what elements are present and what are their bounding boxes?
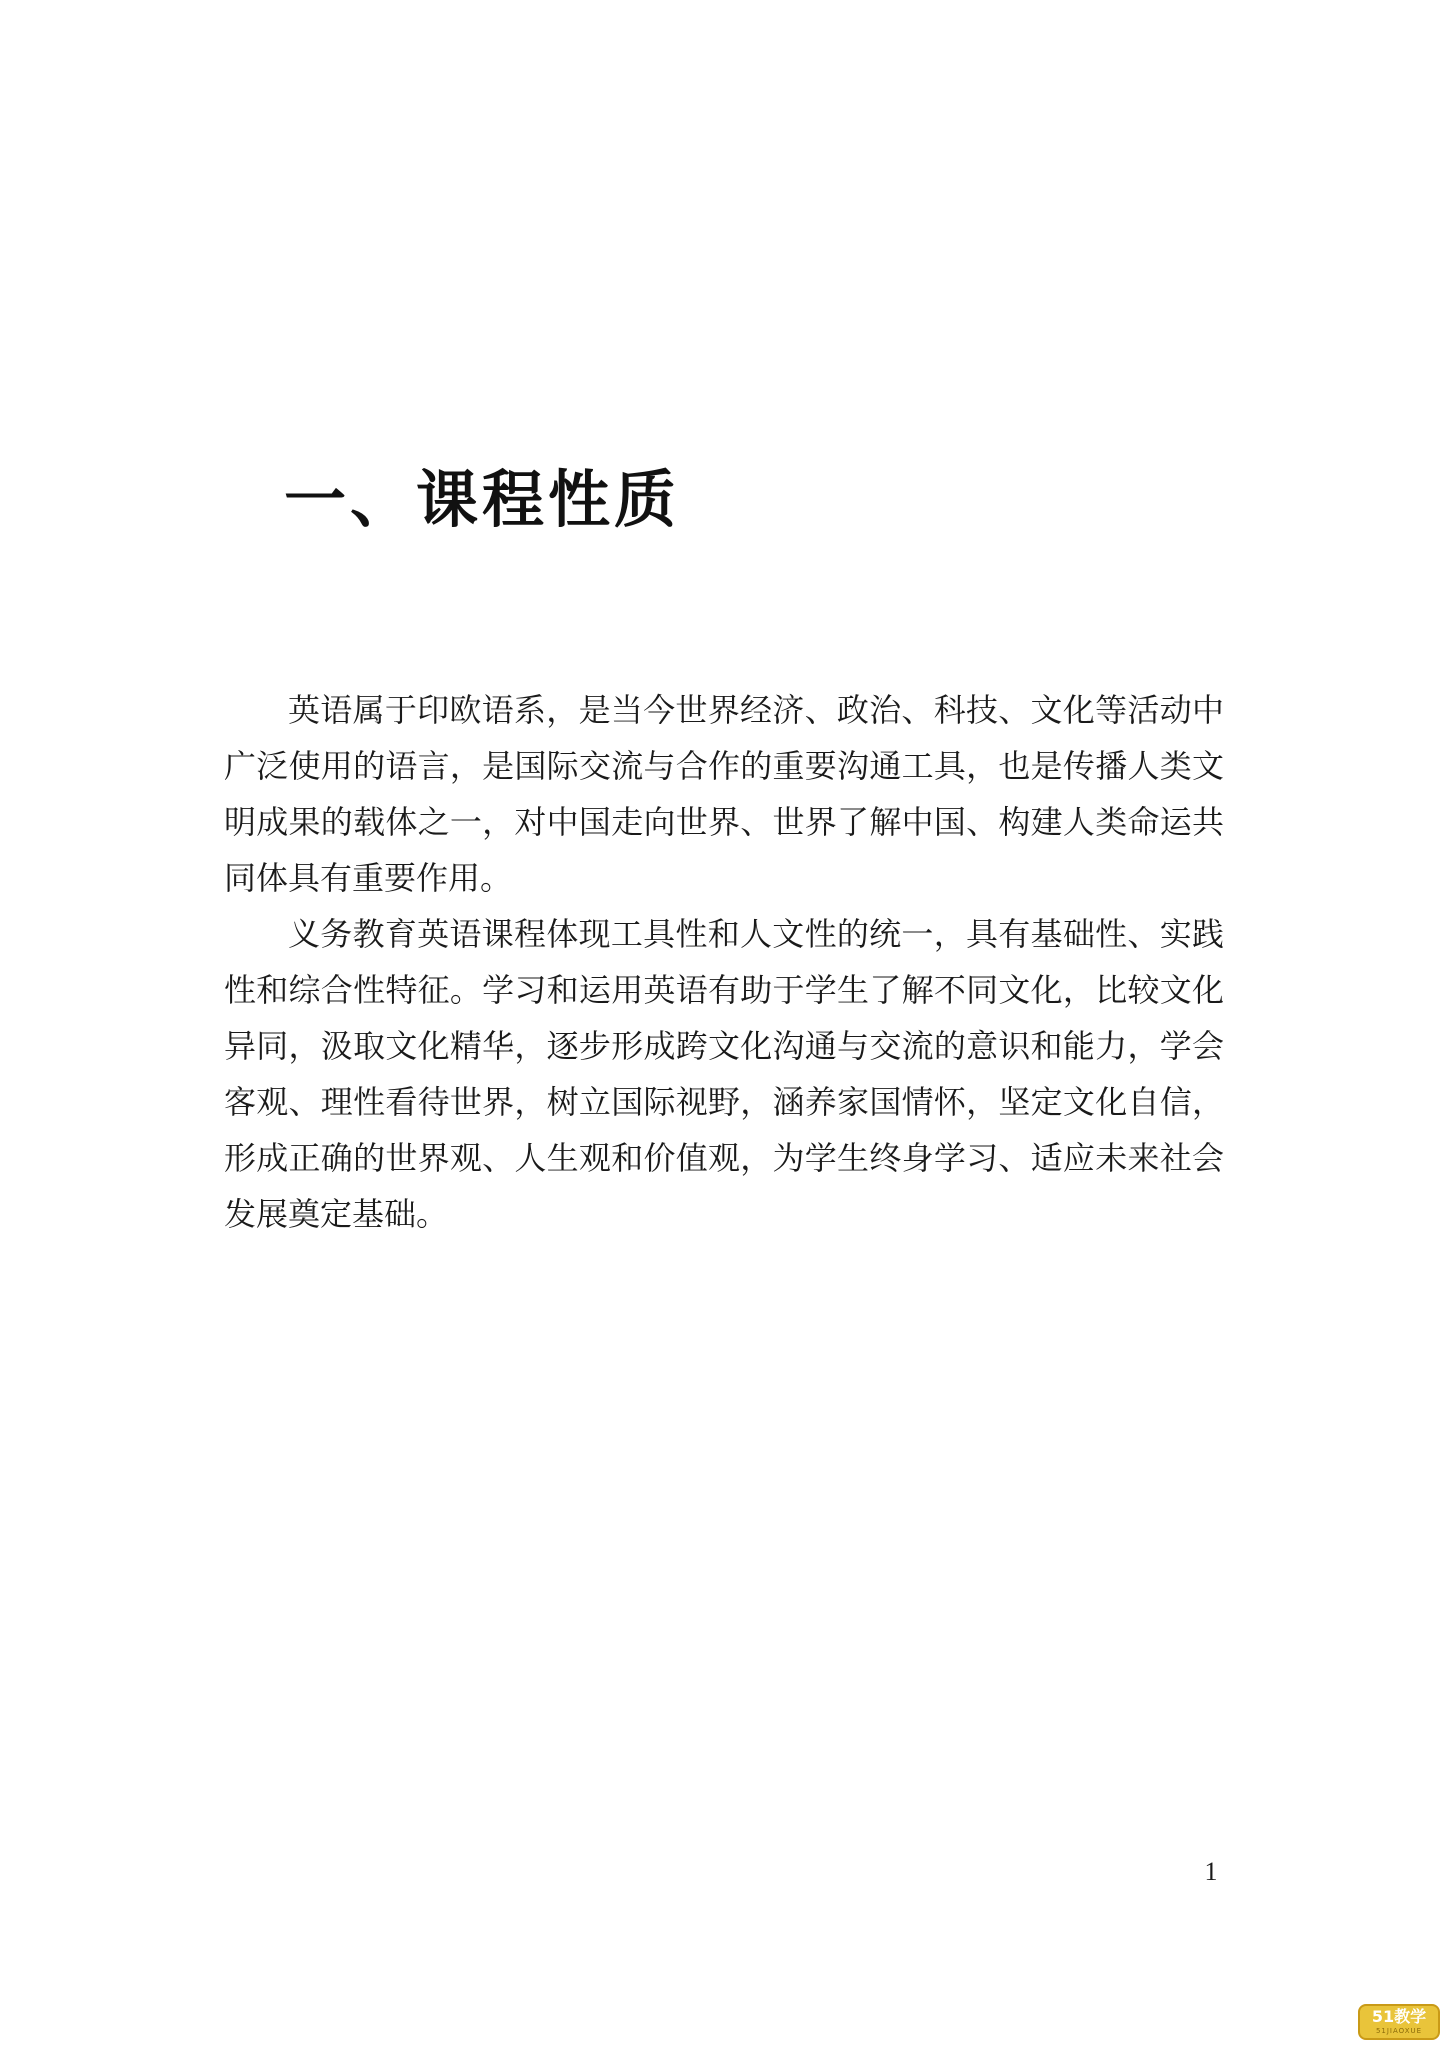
body-text <box>224 682 1224 1242</box>
paragraph-1: 英语属于印欧语系，是当今世界经济、政治、科技、文化等活动中广泛使用的语言，是国际交流与合作的重要沟通工具，也是传播人类文明成果的载体之一，对中国走向世界、世界了解中国、构建人类命运共同体具有重要作用。 <box>224 691 1224 897</box>
section-title: 一、课程性质 <box>284 463 681 536</box>
paragraph-2: 义务教育英语课程体现工具性和人文性的统一，具有基础性、实践性和综合性特征。学习和运用英语有助于学生了解不同文化，比较文化异同，汲取文化精华，逐步形成跨文化沟通与交流的意识和能力，学会客观、理性看待世界，树立国际视野，涵养家国情怀，坚定文化自信，形成正确的世界观、人生观和价值观，为学生终身学习、适应未来社会发展奠定基础。 <box>224 915 1224 1233</box>
watermark-logo-text: 51教学 <box>1371 2007 1427 2026</box>
page-number: 1 <box>1204 1857 1218 1886</box>
watermark-logo-subtext: 51JIAOXUE <box>1375 2027 1423 2035</box>
watermark-logo <box>1358 2004 1440 2040</box>
